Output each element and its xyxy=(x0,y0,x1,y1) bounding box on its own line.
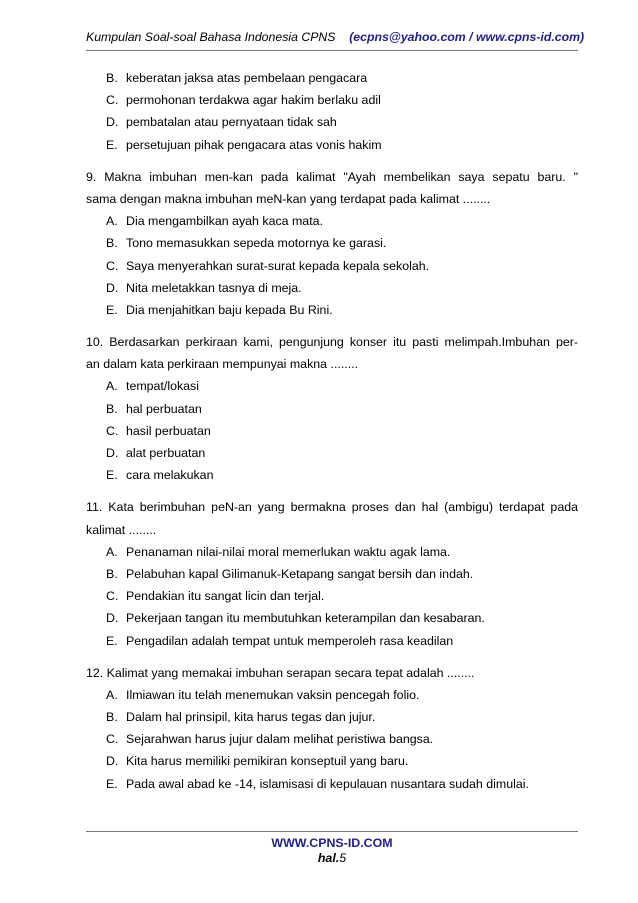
option-a xyxy=(86,684,578,706)
option-a xyxy=(86,375,578,397)
question-text: 9. Makna imbuhan men-kan pada kalimat "Ayah membelikan saya sepatu baru. " xyxy=(86,169,578,184)
option-c xyxy=(86,89,578,111)
option-letter: A. xyxy=(106,214,118,229)
option-text: Penanaman nilai-nilai moral memerlukan waktu agak lama. xyxy=(126,544,451,559)
question-11 xyxy=(86,496,578,651)
question-12 xyxy=(86,662,578,795)
page-content xyxy=(86,67,578,795)
question-text: kalimat ........ xyxy=(86,522,157,537)
option-letter: B. xyxy=(106,566,118,581)
question-9 xyxy=(86,166,578,321)
option-text: pembatalan atau pernyataan tidak sah xyxy=(126,115,337,130)
option-text: tempat/lokasi xyxy=(126,379,200,394)
option-letter: C. xyxy=(106,93,119,108)
option-letter: B. xyxy=(106,236,118,251)
option-b xyxy=(86,706,578,728)
option-letter: A. xyxy=(106,379,118,394)
option-letter: A. xyxy=(106,544,118,559)
question-text: 10. Berdasarkan perkiraan kami, pengunjung konser itu pasti melimpah.Imbuhan per- xyxy=(86,335,578,350)
option-letter: D. xyxy=(106,446,119,460)
option-letter: C. xyxy=(106,258,119,273)
header-contact: (ecpns@yahoo.com / www.cpns-id.com) xyxy=(349,30,585,44)
question-text: 12. Kalimat yang memakai imbuhan serapan secara tepat adalah ........ xyxy=(86,665,475,680)
option-text: Nita meletakkan tasnya di meja. xyxy=(126,280,302,295)
option-letter: E. xyxy=(106,137,118,152)
option-text: alat perbuatan xyxy=(126,446,206,460)
page-prefix: hal. xyxy=(317,851,340,865)
prev-question-options xyxy=(86,67,578,156)
option-text: Pelabuhan kapal Gilimanuk-Ketapang sangat bersih dan indah. xyxy=(126,566,474,581)
page-footer xyxy=(86,836,578,865)
option-letter: E. xyxy=(106,468,118,483)
option-text: Saya menyerahkan surat-surat kepada kepala sekolah. xyxy=(126,258,430,273)
question-text: sama dengan makna imbuhan meN-kan yang terdapat pada kalimat ........ xyxy=(86,191,491,206)
option-text: Pengadilan adalah tempat untuk memperoleh rasa keadilan xyxy=(126,633,454,648)
option-letter: A. xyxy=(106,687,118,702)
option-e xyxy=(86,630,578,652)
option-text: Pendakian itu sangat licin dan terjal. xyxy=(126,589,325,604)
option-letter: D. xyxy=(106,754,119,769)
question-text: an dalam kata perkiraan mempunyai makna ........ xyxy=(86,357,359,372)
option-letter: C. xyxy=(106,423,119,438)
option-text: Ilmiawan itu telah menemukan vaksin pencegah folio. xyxy=(126,687,420,702)
page-number xyxy=(86,851,578,865)
option-d xyxy=(86,750,578,772)
option-text: Pada awal abad ke -14, islamisasi di kepulauan nusantara sudah dimulai. xyxy=(126,776,529,791)
option-a xyxy=(86,541,578,563)
footer-rule xyxy=(86,831,578,832)
option-c xyxy=(86,420,578,442)
option-d xyxy=(86,607,578,629)
option-text: Sejarahwan harus jujur dalam melihat peristiwa bangsa. xyxy=(126,732,434,747)
page-number-value: 5 xyxy=(339,851,347,865)
option-c xyxy=(86,585,578,607)
option-letter: B. xyxy=(106,71,118,85)
option-text: permohonan terdakwa agar hakim berlaku adil xyxy=(126,93,381,108)
option-text: Dia mengambilkan ayah kaca mata. xyxy=(126,214,323,229)
option-b xyxy=(86,232,578,254)
option-text: hasil perbuatan xyxy=(126,423,211,438)
option-d xyxy=(86,111,578,133)
option-text: Dia menjahitkan baju kepada Bu Rini. xyxy=(126,302,333,317)
option-e xyxy=(86,134,578,156)
option-d xyxy=(86,442,578,464)
footer-url: WWW.CPNS-ID.COM xyxy=(271,836,393,850)
option-letter: D. xyxy=(106,611,119,626)
header-rule xyxy=(86,50,578,51)
option-text: persetujuan pihak pengacara atas vonis hakim xyxy=(126,137,382,152)
header-title: Kumpulan Soal-soal Bahasa Indonesia CPNS xyxy=(86,30,336,44)
option-b xyxy=(86,67,578,89)
option-text: hal perbuatan xyxy=(126,401,202,416)
option-b xyxy=(86,563,578,585)
option-d xyxy=(86,277,578,299)
option-e xyxy=(86,773,578,795)
option-letter: D. xyxy=(106,280,119,295)
option-letter: C. xyxy=(106,732,119,747)
option-letter: D. xyxy=(106,115,119,130)
option-text: cara melakukan xyxy=(126,468,214,483)
option-letter: E. xyxy=(106,302,118,317)
option-c xyxy=(86,255,578,277)
option-letter: E. xyxy=(106,776,118,791)
option-text: Pekerjaan tangan itu membutuhkan keterampilan dan kesabaran. xyxy=(126,611,485,626)
option-text: keberatan jaksa atas pembelaan pengacara xyxy=(126,71,368,85)
option-e xyxy=(86,464,578,486)
option-b xyxy=(86,398,578,420)
option-c xyxy=(86,728,578,750)
option-letter: C. xyxy=(106,589,119,604)
option-letter: B. xyxy=(106,401,118,416)
option-text: Tono memasukkan sepeda motornya ke garasi. xyxy=(126,236,387,251)
option-letter: B. xyxy=(106,710,118,725)
question-text: 11. Kata berimbuhan peN-an yang bermakna proses dan hal (ambigu) terdapat pada xyxy=(86,500,578,515)
page-header xyxy=(86,30,585,44)
question-10 xyxy=(86,331,578,486)
option-e xyxy=(86,299,578,321)
option-a xyxy=(86,210,578,232)
option-text: Kita harus memiliki pemikiran konseptuil yang baru. xyxy=(126,754,409,769)
option-text: Dalam hal prinsipil, kita harus tegas dan jujur. xyxy=(126,710,376,725)
option-letter: E. xyxy=(106,633,118,648)
